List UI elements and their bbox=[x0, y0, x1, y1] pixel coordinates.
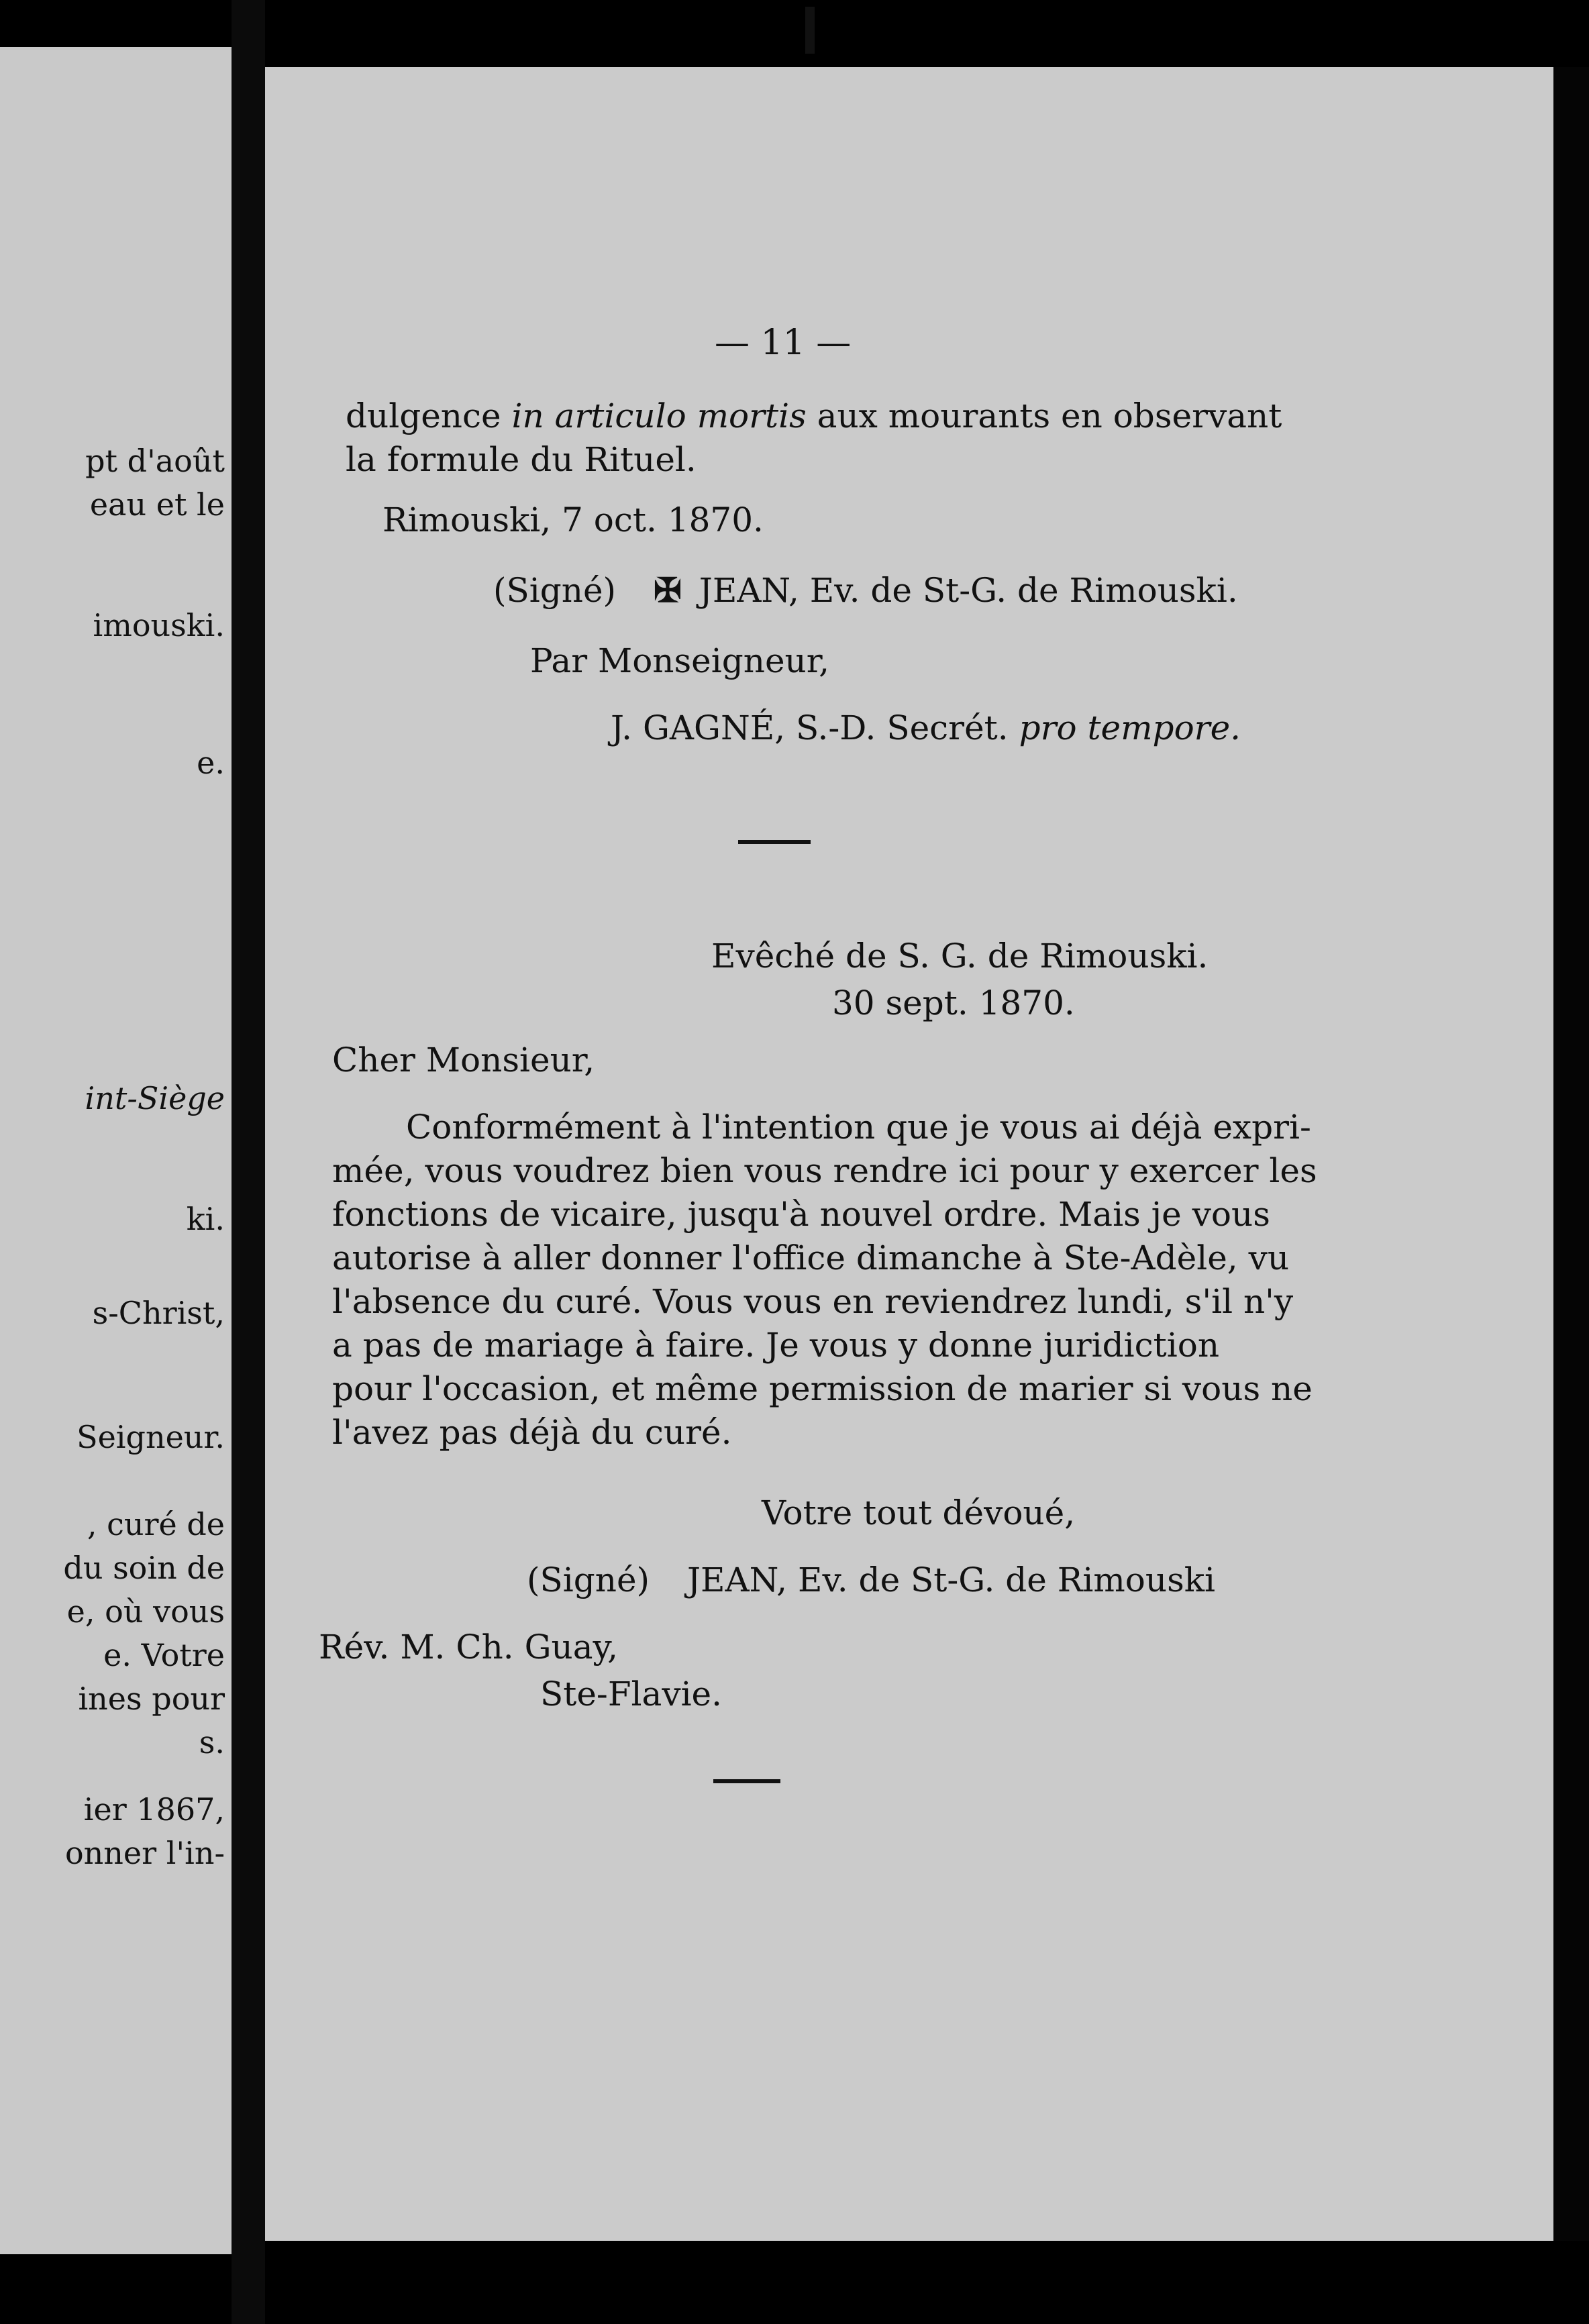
left-fragment-line: onner l'in- bbox=[64, 1835, 225, 1871]
letter2-signature-line bbox=[527, 1563, 1215, 1597]
left-fragment-line: du soin de bbox=[63, 1550, 225, 1586]
bishop-signature: JEAN, Ev. de St-G. de Rimouski bbox=[686, 1561, 1216, 1599]
book-page bbox=[265, 67, 1553, 2241]
left-fragment-line: e. Votre bbox=[103, 1637, 225, 1673]
cross-icon: ✠ bbox=[653, 570, 682, 610]
left-fragment-line: s. bbox=[199, 1724, 225, 1760]
left-fragment-line: e, où vous bbox=[66, 1593, 225, 1630]
text-run: aux mourants en observant bbox=[817, 397, 1282, 435]
letter2-body-line: a pas de mariage à faire. Je vous y donne juridiction bbox=[332, 1326, 1220, 1365]
signed-label: (Signé) bbox=[527, 1561, 650, 1599]
letter2-closing: Votre tout dévoué, bbox=[762, 1493, 1076, 1532]
secretary-name: J. GAGNÉ, S.-D. Secrét. bbox=[611, 708, 1009, 747]
section-divider bbox=[713, 1779, 780, 1783]
letter1-secretary-line bbox=[611, 708, 1241, 747]
letter1-line-1 bbox=[346, 399, 1282, 433]
letter2-body-line: fonctions de vicaire, jusqu'à nouvel ordre. Mais je vous bbox=[332, 1195, 1270, 1234]
letter1-place-date: Rimouski, 7 oct. 1870. bbox=[382, 500, 764, 539]
letter2-body-line: pour l'occasion, et même permission de marier si vous ne bbox=[332, 1369, 1313, 1408]
latin-phrase: in articulo mortis bbox=[511, 397, 807, 435]
latin-phrase: pro tempore. bbox=[1019, 708, 1241, 747]
letter2-addressee-place: Ste-Flavie. bbox=[540, 1675, 723, 1713]
left-fragment-line: e. bbox=[197, 745, 225, 781]
letter2-salutation: Cher Monsieur, bbox=[332, 1041, 595, 1079]
page-edge-shadow bbox=[1553, 67, 1589, 2241]
letter1-par-monseigneur: Par Monseigneur, bbox=[530, 641, 830, 680]
letter2-body-line: Conformément à l'intention que je vous ai déjà expri- bbox=[406, 1108, 1311, 1147]
letter2-heading-date: 30 sept. 1870. bbox=[832, 984, 1075, 1022]
left-fragment-line: ki. bbox=[186, 1201, 225, 1237]
left-fragment-line: pt d'août bbox=[85, 443, 225, 479]
letter2-addressee: Rév. M. Ch. Guay, bbox=[319, 1628, 619, 1667]
book-gutter bbox=[232, 0, 265, 2324]
left-fragment-line: imouski. bbox=[93, 607, 225, 643]
page-number: — 11 — bbox=[715, 323, 852, 363]
left-fragment-line: ines pour bbox=[78, 1681, 225, 1717]
letter2-body-line: l'avez pas déjà du curé. bbox=[332, 1413, 732, 1452]
left-fragment-line: , curé de bbox=[87, 1506, 225, 1542]
left-fragment-line: s-Christ, bbox=[92, 1295, 225, 1331]
left-fragment-line: Seigneur. bbox=[76, 1419, 225, 1455]
section-divider bbox=[738, 840, 811, 844]
letter2-heading-place: Evêché de S. G. de Rimouski. bbox=[711, 937, 1209, 975]
bishop-signature: JEAN, Ev. de St-G. de Rimouski. bbox=[699, 571, 1238, 610]
letter2-body-line: autorise à aller donner l'office dimanche à Ste-Adèle, vu bbox=[332, 1238, 1290, 1277]
left-fragment-line: ier 1867, bbox=[83, 1791, 225, 1828]
letter1-signature-line bbox=[493, 570, 1238, 610]
signed-label: (Signé) bbox=[493, 571, 617, 610]
letter2-body-line: mée, vous voudrez bien vous rendre ici pour y exercer les bbox=[332, 1151, 1317, 1190]
left-page-fragment bbox=[0, 47, 232, 2254]
left-fragment-line: eau et le bbox=[89, 486, 225, 523]
left-fragment-line: int-Siège bbox=[85, 1080, 225, 1116]
text-run: dulgence bbox=[346, 397, 501, 435]
film-mark bbox=[805, 7, 815, 54]
letter1-line-2: la formule du Rituel. bbox=[346, 440, 697, 479]
letter2-body-line: l'absence du curé. Vous vous en reviendrez lundi, s'il n'y bbox=[332, 1282, 1294, 1321]
